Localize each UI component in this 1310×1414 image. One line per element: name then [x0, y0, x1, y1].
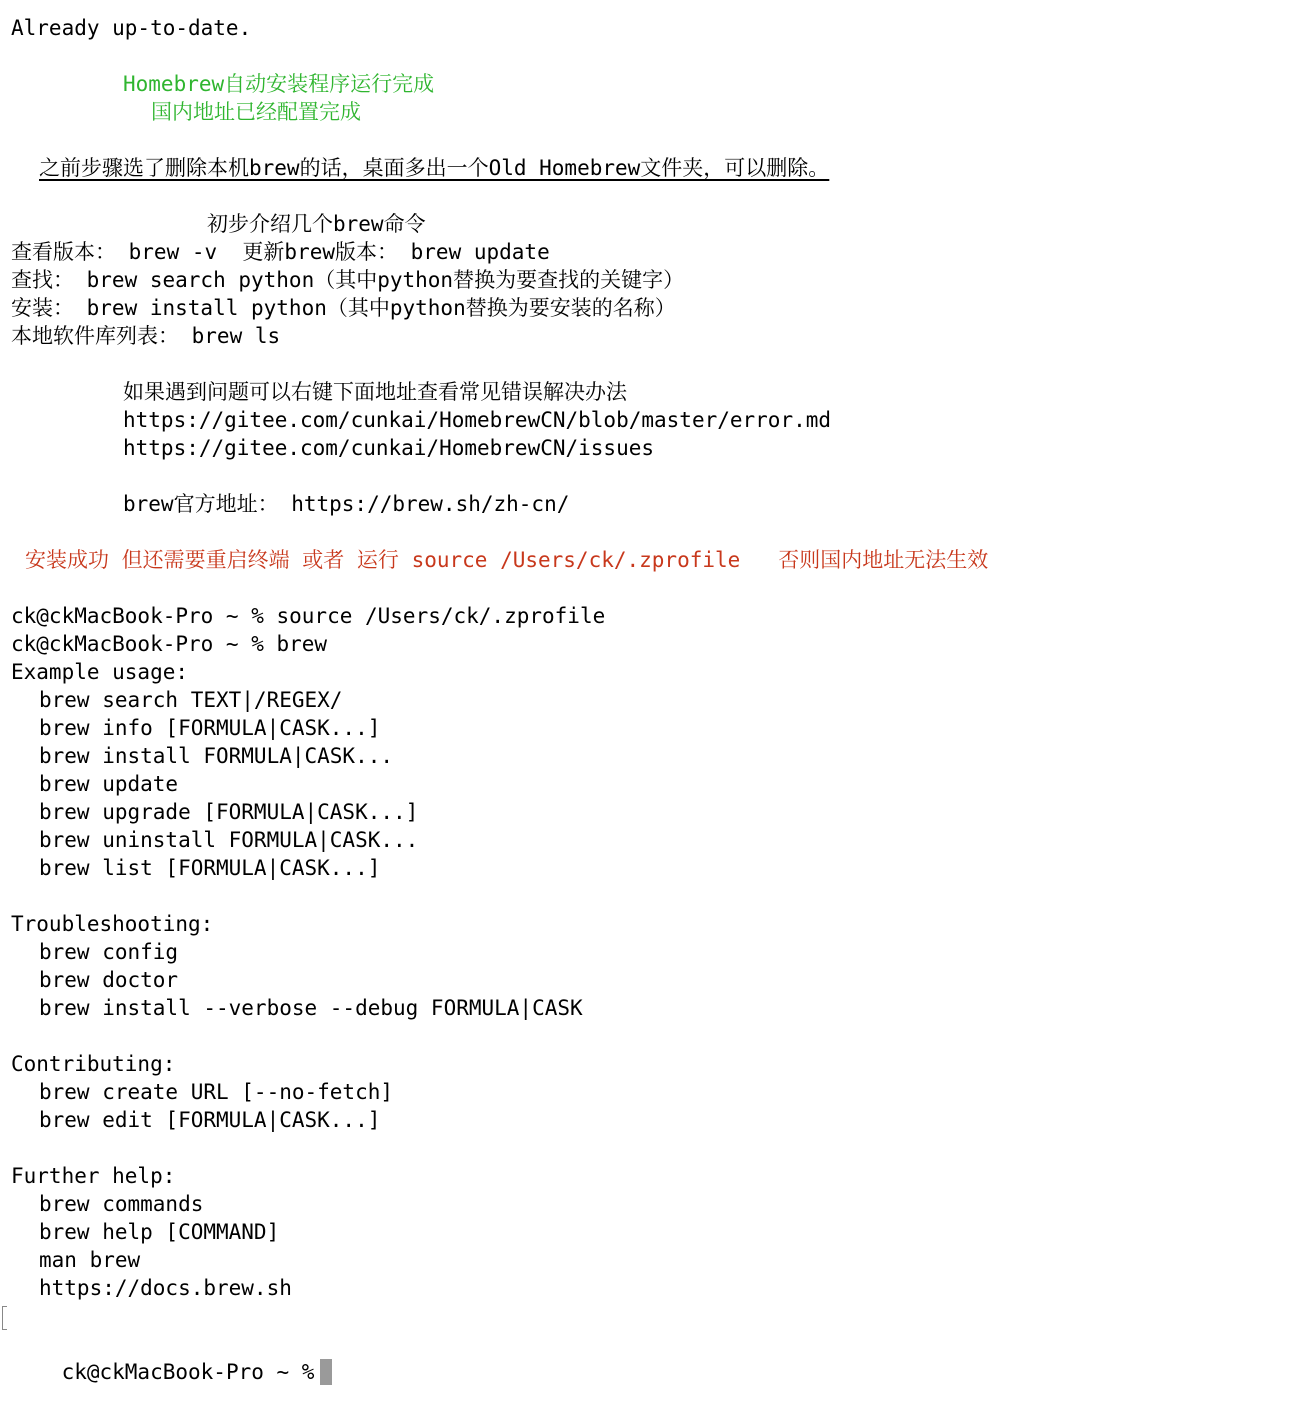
blank-line: [11, 42, 1301, 70]
example-usage-item: brew uninstall FORMULA|CASK...: [39, 828, 419, 852]
install-complete-message: Homebrew自动安装程序运行完成: [123, 72, 435, 96]
blank-line: [11, 462, 1301, 490]
terminal-output[interactable]: [11, 14, 1301, 1384]
troubleshooting-item: brew doctor: [39, 968, 179, 992]
further-help-heading: Further help:: [11, 1164, 176, 1188]
troubleshooting-item: brew config: [39, 940, 179, 964]
error-doc-link[interactable]: https://gitee.com/cunkai/HomebrewCN/blob/master/error.md: [123, 408, 832, 432]
further-help-item: brew help [COMMAND]: [39, 1220, 280, 1244]
contributing-item: brew edit [FORMULA|CASK...]: [39, 1108, 381, 1132]
help-hint-line: 如果遇到问题可以右键下面地址查看常见错误解决办法: [123, 380, 627, 404]
prompt-text: ck@ckMacBook-Pro ~ %: [61, 1360, 315, 1384]
prompt-brew-command: ck@ckMacBook-Pro ~ % brew: [11, 632, 328, 656]
troubleshooting-heading: Troubleshooting:: [11, 912, 214, 936]
blank-line: [11, 350, 1301, 378]
issues-link[interactable]: https://gitee.com/cunkai/HomebrewCN/issues: [123, 436, 655, 460]
mirror-configured-message: 国内地址已经配置完成: [151, 100, 361, 124]
contributing-heading: Contributing:: [11, 1052, 176, 1076]
blank-line: [11, 1134, 1301, 1162]
blank-line: [11, 882, 1301, 910]
example-usage-heading: Example usage:: [11, 660, 189, 684]
brew-install-command-line: 安装： brew install python（其中python替换为要安装的名称）: [11, 296, 676, 320]
further-help-item: brew commands: [39, 1192, 204, 1216]
prompt-source-command: ck@ckMacBook-Pro ~ % source /Users/ck/.zprofile: [11, 604, 606, 628]
blank-line: [11, 126, 1301, 154]
further-help-item: man brew: [39, 1248, 141, 1272]
blank-line: [11, 518, 1301, 546]
contributing-item: brew create URL [--no-fetch]: [39, 1080, 394, 1104]
blank-line: [11, 574, 1301, 602]
official-site-line: brew官方地址： https://brew.sh/zh-cn/: [123, 492, 570, 516]
blank-line: [11, 182, 1301, 210]
active-prompt-line[interactable]: [11, 1302, 1301, 1384]
old-homebrew-folder-note: 之前步骤选了删除本机brew的话，桌面多出一个Old_Homebrew文件夹，可以删除。: [39, 156, 830, 180]
blank-line: [11, 1022, 1301, 1050]
mark-bracket: [2, 1306, 7, 1330]
docs-link[interactable]: https://docs.brew.sh: [39, 1276, 292, 1300]
troubleshooting-item: brew install --verbose --debug FORMULA|CASK: [39, 996, 583, 1020]
example-usage-item: brew info [FORMULA|CASK...]: [39, 716, 381, 740]
example-usage-item: brew update: [39, 772, 179, 796]
example-usage-item: brew upgrade [FORMULA|CASK...]: [39, 800, 419, 824]
brew-commands-intro-title: 初步介绍几个brew命令: [207, 212, 426, 236]
brew-list-command-line: 本地软件库列表： brew ls: [11, 324, 281, 348]
update-status-line: Already up-to-date.: [11, 16, 252, 40]
brew-version-command-line: 查看版本： brew -v 更新brew版本： brew update: [11, 240, 550, 264]
success-restart-warning: 安装成功 但还需要重启终端 或者 运行 source /Users/ck/.zprofile 否则国内地址无法生效: [25, 548, 989, 572]
example-usage-item: brew search TEXT|/REGEX/: [39, 688, 343, 712]
example-usage-item: brew list [FORMULA|CASK...]: [39, 856, 381, 880]
brew-search-command-line: 查找： brew search python（其中python替换为要查找的关键字）: [11, 268, 685, 292]
text-cursor: [320, 1359, 332, 1385]
example-usage-item: brew install FORMULA|CASK...: [39, 744, 394, 768]
